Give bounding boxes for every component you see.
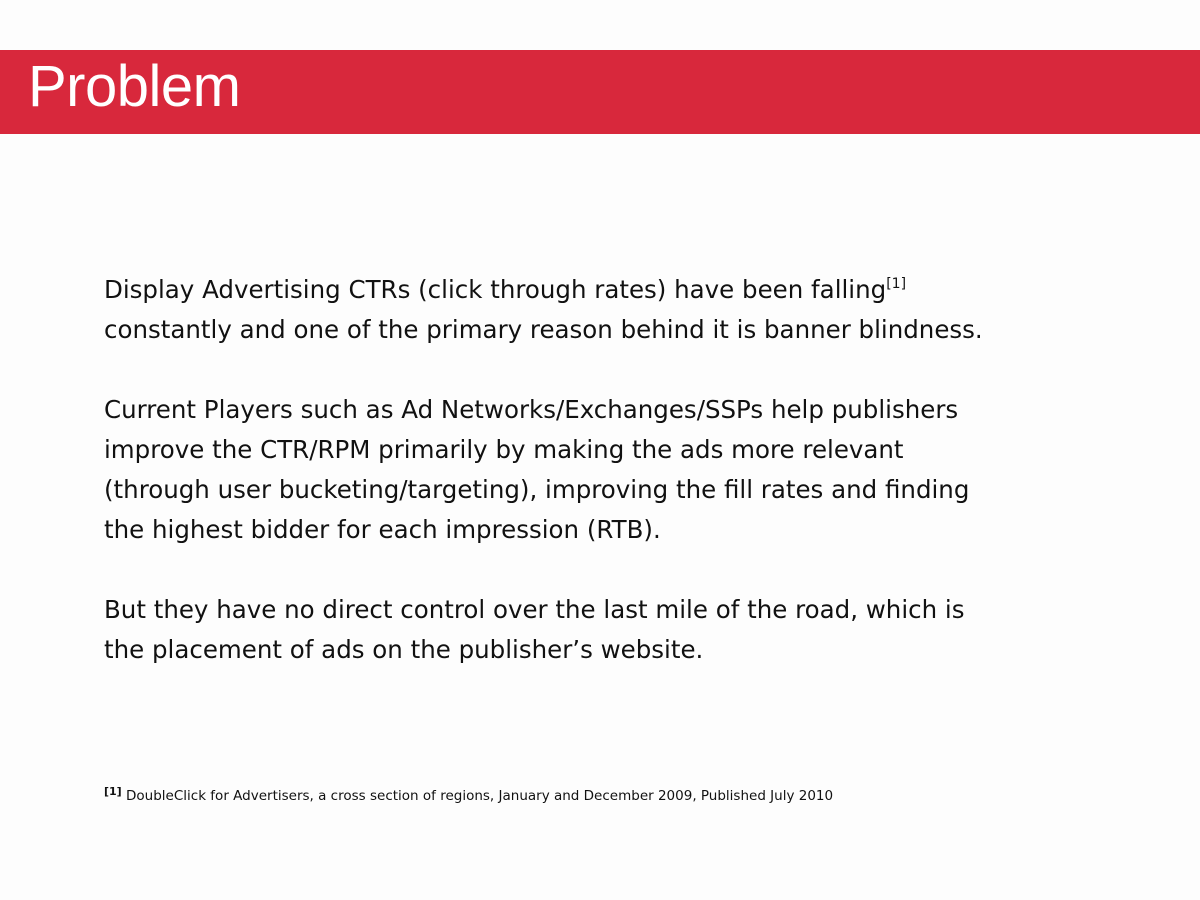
paragraph-line: improve the CTR/RPM primarily by making the ads more relevant (104, 435, 904, 464)
paragraph-line: (through user bucketing/targeting), improving the fill rates and finding (104, 475, 970, 504)
paragraph-line: the highest bidder for each impression (RTB). (104, 515, 661, 544)
footnote-text: DoubleClick for Advertisers, a cross section of regions, January and December 2009, Published July 2010 (121, 788, 834, 804)
paragraph-line (104, 270, 1104, 310)
paragraph-current-players (104, 390, 1104, 550)
slide-body (104, 270, 1104, 710)
citation-reference: [1] (886, 276, 907, 292)
paragraph-line: the placement of ads on the publisher’s website. (104, 635, 704, 664)
paragraph-line: Current Players such as Ad Networks/Exchanges/SSPs help publishers (104, 395, 959, 424)
slide-title: Problem (28, 54, 241, 119)
paragraph-ctr-decline (104, 270, 1104, 350)
paragraph-last-mile (104, 590, 1104, 670)
paragraph-line: But they have no direct control over the last mile of the road, which is (104, 595, 965, 624)
footnote (104, 785, 834, 804)
paragraph-line: constantly and one of the primary reason behind it is banner blindness. (104, 315, 983, 344)
paragraph-line-text: Display Advertising CTRs (click through rates) have been falling (104, 275, 887, 304)
footnote-marker: [1] (104, 785, 122, 798)
